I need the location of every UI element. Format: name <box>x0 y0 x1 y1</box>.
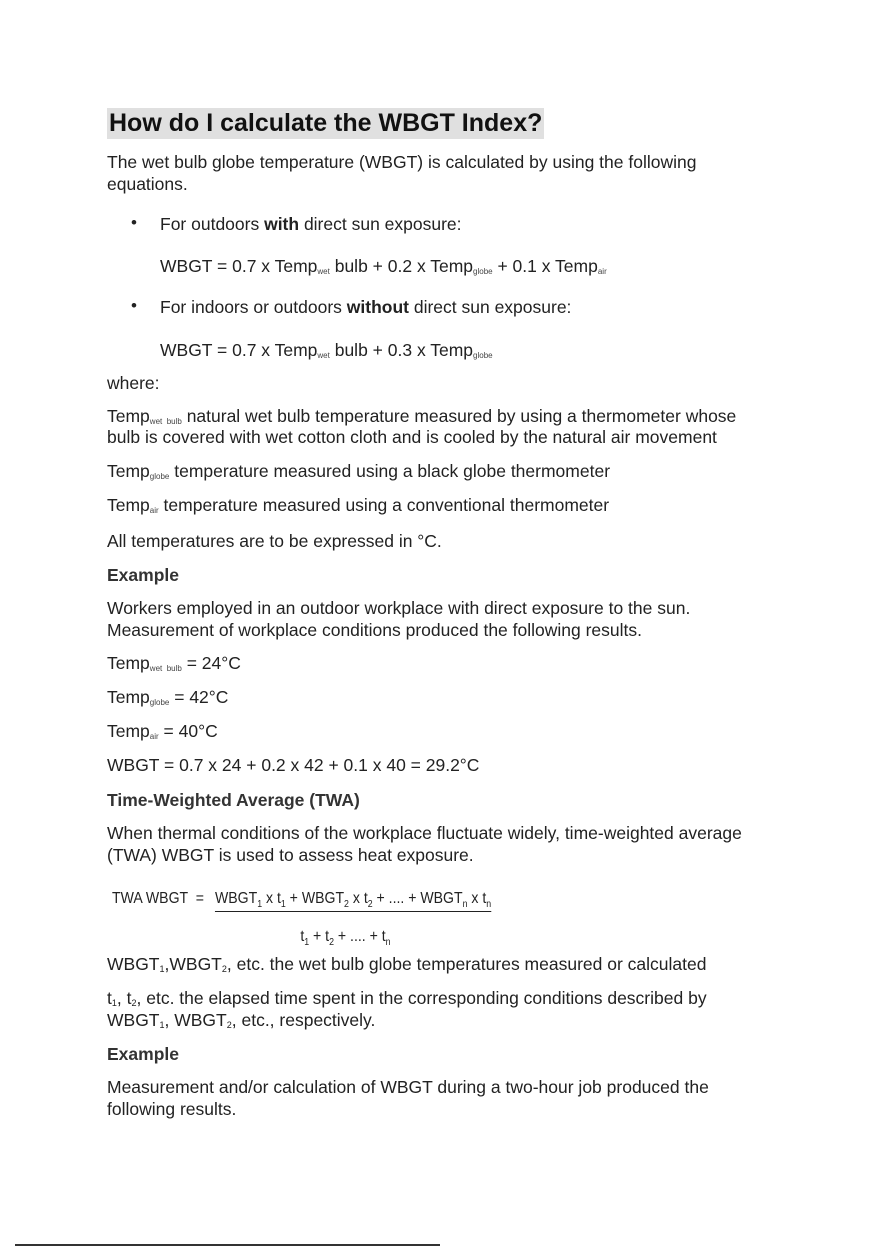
example2-text-line2: following results. <box>107 1099 237 1119</box>
definition-temp-globe: Temp$_{globe}$ temperature measured using a black globe thermometer <box>107 461 611 481</box>
bullet-icon: • <box>131 296 137 315</box>
definition-temp-air: Temp$_{air}$ temperature measured using a conventional thermometer <box>107 495 610 515</box>
intro-text-line2: equations. <box>107 174 188 194</box>
twa-text-line2: (TWA) WBGT is used to assess heat exposure. <box>107 845 474 865</box>
example-heading: Example <box>107 565 179 585</box>
intro-text: The wet bulb globe temperature (WBGT) is calculated by using the following <box>107 152 697 172</box>
units-note: All temperatures are to be expressed in °C. <box>107 531 442 551</box>
bullet-item-without-sun: For indoors or outdoors without direct sun exposure: <box>160 297 572 317</box>
example2-text: Measurement and/or calculation of WBGT during a two-hour job produced the <box>107 1077 709 1097</box>
definition-temp-wet-bulb: Temp$_{wet bulb}$ natural wet bulb temperature measured by using a thermometer whose <box>107 406 737 426</box>
example-value-air: Temp$_{air}$ = 40°C <box>107 721 218 741</box>
example-value-globe: Temp$_{globe}$ = 42°C <box>107 687 229 707</box>
bullet-item-outdoors-with-sun: For outdoors with direct sun exposure: <box>160 214 462 234</box>
example-text: Workers employed in an outdoor workplace with direct exposure to the sun. <box>107 598 691 618</box>
twa-formula <box>112 888 492 950</box>
twa-formula-numerator: $WBGT_1$ x $t_1$ + $WBGT_2$ x $t_2$ + .... + $WBGT_n$ x $t_n$ <box>214 890 492 911</box>
footnote-divider <box>15 1244 440 1246</box>
where-label: where: <box>107 373 160 393</box>
twa-definition-time-line2: WBGT1, WBGT2, etc., respectively. <box>107 1010 376 1030</box>
twa-definition-time: t1, t2, etc. the elapsed time spent in the corresponding conditions described by <box>107 988 707 1008</box>
twa-formula-lhs: TWA WBGT = <box>112 890 204 907</box>
page-title: How do I calculate the WBGT Index? <box>109 109 543 137</box>
example-value-wet-bulb: Temp$_{wet bulb}$ = 24°C <box>107 653 241 673</box>
bullet-icon: • <box>131 213 137 232</box>
example2-heading: Example <box>107 1044 179 1064</box>
twa-heading: Time-Weighted Average (TWA) <box>107 790 360 810</box>
definition-temp-wet-bulb-line2: bulb is covered with wet cotton cloth and is cooled by the natural air movement <box>107 427 717 447</box>
twa-text: When thermal conditions of the workplace fluctuate widely, time-weighted average <box>107 823 742 843</box>
twa-formula-denominator: $t_1 + t_2$ + .... + $t_n$ <box>300 928 391 949</box>
twa-definition-wbgt: WBGT1,WBGT2, etc. the wet bulb globe temperatures measured or calculated <box>107 954 707 974</box>
example-text-line2: Measurement of workplace conditions produced the following results. <box>107 620 643 640</box>
example-result: WBGT = 0.7 x 24 + 0.2 x 42 + 0.1 x 40 = 29.2°C <box>107 755 480 775</box>
formula-outdoors-with-sun: WBGT = 0.7 x Temp$_{wet}$ bulb + 0.2 x Temp$_{globe}$ + 0.1 x Temp$_{air}$ <box>160 256 607 276</box>
formula-without-sun: WBGT = 0.7 x Temp$_{wet}$ bulb + 0.3 x Temp$_{globe}$ <box>160 340 493 360</box>
